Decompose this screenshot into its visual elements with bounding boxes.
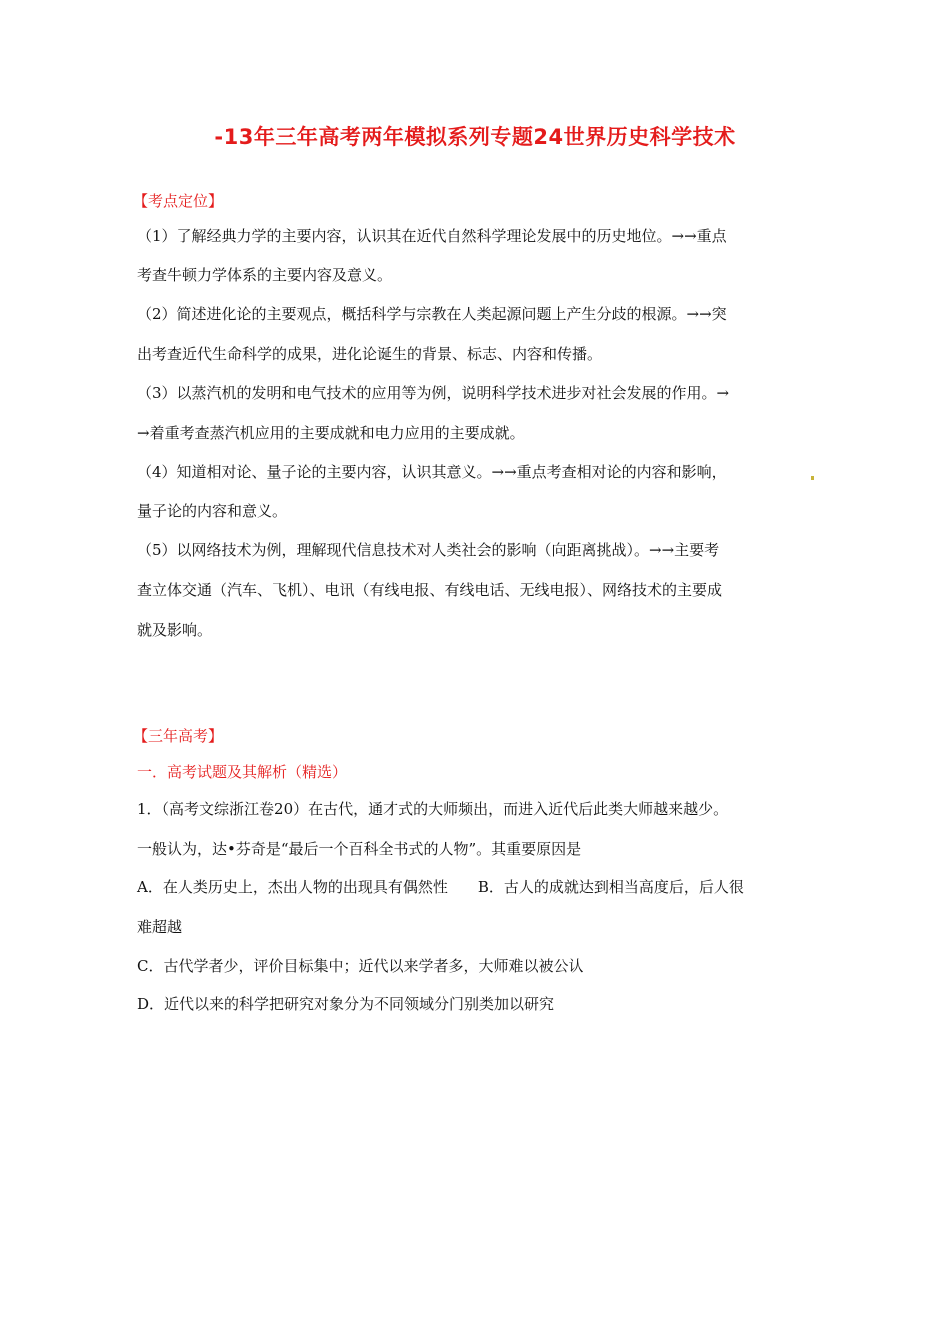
text-line: →着重考查蒸汽机应用的主要成就和电力应用的主要成就。 xyxy=(137,424,525,442)
section-label-exam-points: 【考点定位】 xyxy=(133,192,224,210)
option-line: A．在人类历史上，杰出人物的出现具有偶然性 B．古人的成就达到相当高度后，后人很 xyxy=(137,878,744,896)
text-line: 查立体交通（汽车、飞机）、电讯（有线电报、有线电话、无线电报）、网络技术的主要成 xyxy=(137,581,723,599)
text-line: （5）以网络技术为例，理解现代信息技术对人类社会的影响（向距离挑战）。→→主要考 xyxy=(137,541,720,559)
text-line: （1）了解经典力学的主要内容，认识其在近代自然科学理论发展中的历史地位。→→重点 xyxy=(137,227,727,245)
text-line: 就及影响。 xyxy=(137,621,213,639)
stray-mark xyxy=(811,476,814,480)
section-sublabel: 一．高考试题及其解析（精选） xyxy=(137,763,348,781)
question-line: 一般认为，达•芬奇是“最后一个百科全书式的人物”。其重要原因是 xyxy=(137,840,582,858)
option-line: C．古代学者少，评价目标集中；近代以来学者多，大师难以被公认 xyxy=(137,957,584,975)
text-line: （4）知道相对论、量子论的主要内容，认识其意义。→→重点考查相对论的内容和影响， xyxy=(137,463,727,481)
section-label-three-years: 【三年高考】 xyxy=(133,727,224,745)
text-line: 量子论的内容和意义。 xyxy=(137,502,288,520)
text-line: 考查牛顿力学体系的主要内容及意义。 xyxy=(137,266,393,284)
text-line: （3）以蒸汽机的发明和电气技术的应用等为例，说明科学技术进步对社会发展的作用。→ xyxy=(137,384,730,402)
text-line: （2）简述进化论的主要观点，概括科学与宗教在人类起源问题上产生分歧的根源。→→突 xyxy=(137,305,727,323)
text-line: 出考查近代生命科学的成果，进化论诞生的背景、标志、内容和传播。 xyxy=(137,345,603,363)
option-line: D．近代以来的科学把研究对象分为不同领域分门别类加以研究 xyxy=(137,995,555,1013)
question-line: 1．（高考文综浙江卷20）在古代，通才式的大师频出，而进入近代后此类大师越来越少。 xyxy=(137,800,729,818)
option-line: 难超越 xyxy=(137,918,183,936)
page-title: -13年三年高考两年模拟系列专题24世界历史科学技术 xyxy=(214,125,736,149)
